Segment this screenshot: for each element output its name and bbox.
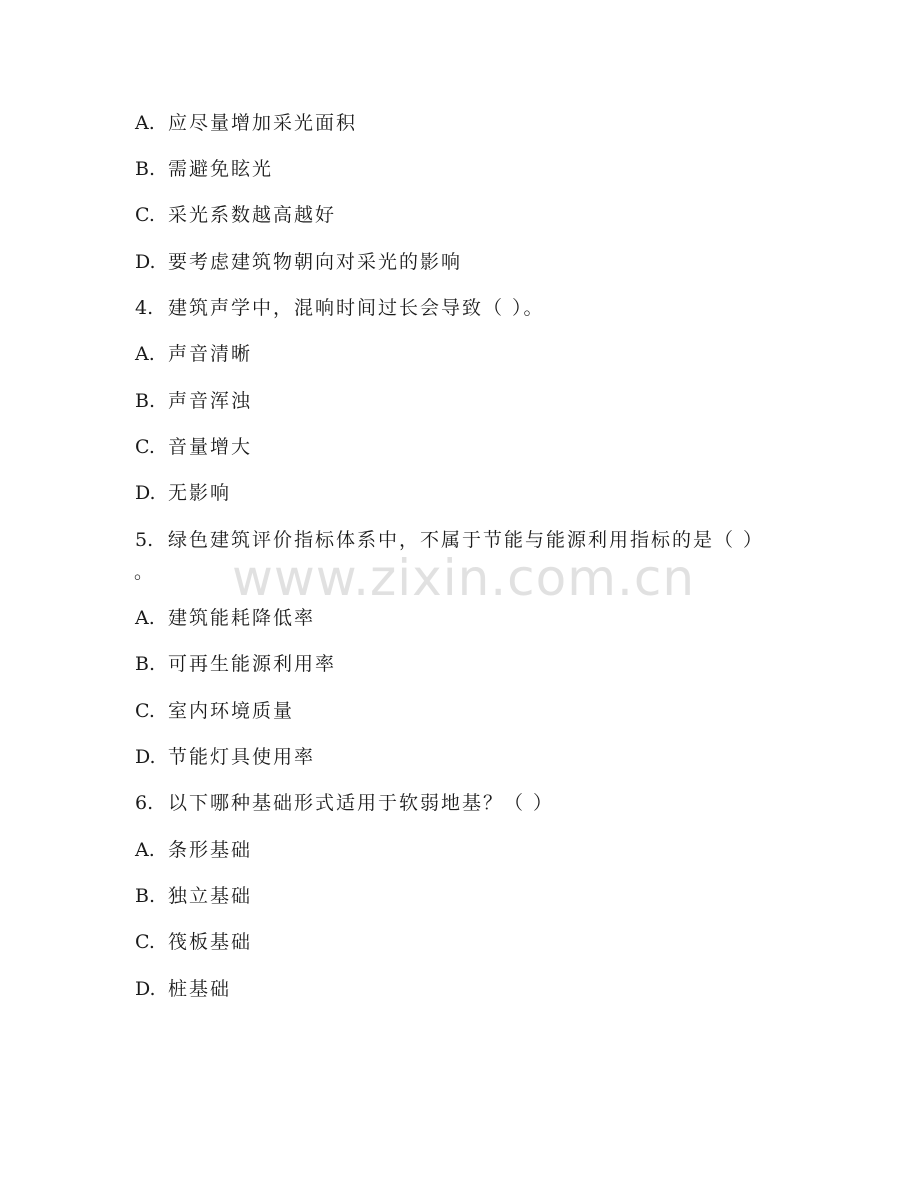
option-text: 可再生能源利用率 <box>168 653 337 675</box>
option-marker: B. <box>135 158 156 180</box>
question-text: 建筑声学中，混响时间过长会导致（ ）。 <box>168 297 545 319</box>
option-text: 声音浑浊 <box>168 390 253 412</box>
q6-option-b <box>135 884 252 908</box>
question-number: 5. <box>135 529 154 551</box>
q5-option-d <box>135 745 315 769</box>
q3-option-c <box>135 203 336 227</box>
q5-stem-continued <box>134 560 155 584</box>
q3-option-d <box>135 250 462 274</box>
q3-option-b <box>135 157 273 181</box>
option-text: 采光系数越高越好 <box>168 204 337 226</box>
option-marker: A. <box>135 343 155 365</box>
option-marker: C. <box>135 700 155 722</box>
option-marker: D. <box>135 251 156 273</box>
option-marker: A. <box>135 607 155 629</box>
option-text: 无影响 <box>168 482 232 504</box>
q6-option-c <box>135 930 252 954</box>
q4-option-c <box>135 435 252 459</box>
question-text: 以下哪种基础形式适用于软弱地基？（ ） <box>168 792 555 814</box>
question-number: 4. <box>135 297 154 319</box>
q4-stem <box>135 296 545 320</box>
option-text: 音量增大 <box>168 436 253 458</box>
option-text: 独立基础 <box>168 885 253 907</box>
q4-option-a <box>135 342 252 366</box>
q6-option-d <box>135 977 231 1001</box>
option-text: 节能灯具使用率 <box>168 746 316 768</box>
q5-option-c <box>135 699 294 723</box>
option-marker: D. <box>135 746 156 768</box>
option-text: 需避免眩光 <box>168 158 274 180</box>
option-marker: B. <box>135 885 156 907</box>
question-number: 6. <box>135 792 154 814</box>
q4-option-d <box>135 481 231 505</box>
option-text: 要考虑建筑物朝向对采光的影响 <box>168 251 463 273</box>
option-text: 室内环境质量 <box>168 700 295 722</box>
watermark: www.zixin.com.cn <box>232 549 696 607</box>
option-marker: C. <box>135 436 155 458</box>
option-text: 应尽量增加采光面积 <box>168 112 358 134</box>
option-marker: C. <box>135 931 155 953</box>
q5-option-a <box>135 606 315 630</box>
q6-option-a <box>135 838 252 862</box>
q6-stem <box>135 791 554 815</box>
option-text: 建筑能耗降低率 <box>168 607 316 629</box>
option-text: 筏板基础 <box>168 931 253 953</box>
q4-option-b <box>135 389 252 413</box>
option-text: 声音清晰 <box>168 343 253 365</box>
option-text: 条形基础 <box>168 839 253 861</box>
option-marker: B. <box>135 653 156 675</box>
option-marker: D. <box>135 482 156 504</box>
option-marker: C. <box>135 204 155 226</box>
option-marker: A. <box>135 839 155 861</box>
option-marker: A. <box>135 112 155 134</box>
question-text-continued: 。 <box>134 561 156 583</box>
option-text: 桩基础 <box>168 978 232 1000</box>
q3-option-a <box>135 111 357 135</box>
question-text: 绿色建筑评价指标体系中，不属于节能与能源利用指标的是（ ） <box>168 529 765 551</box>
option-marker: B. <box>135 390 156 412</box>
q5-option-b <box>135 652 336 676</box>
option-marker: D. <box>135 978 156 1000</box>
